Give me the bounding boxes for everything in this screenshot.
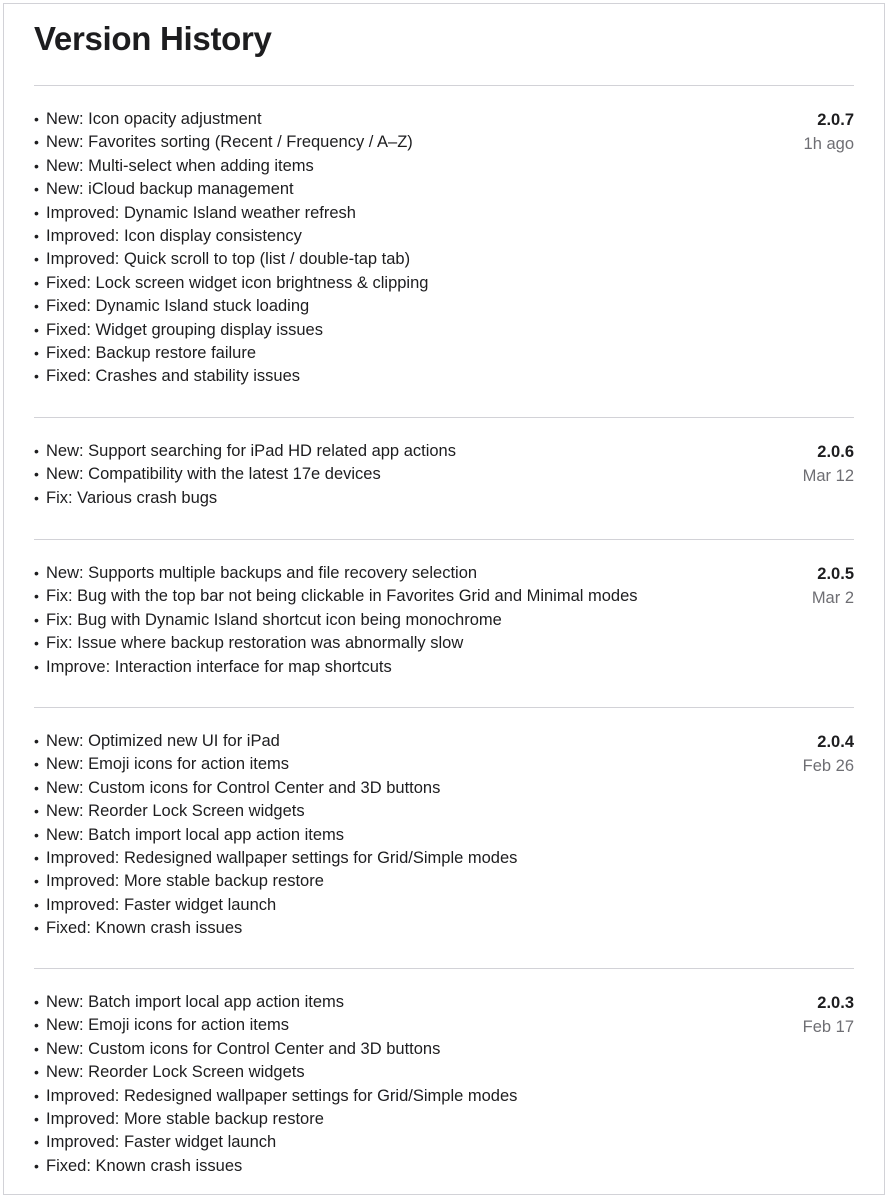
release-note: • New: Optimized new UI for iPad: [34, 730, 734, 753]
release-note: • New: Emoji icons for action items: [34, 753, 734, 776]
release-meta: [803, 441, 854, 489]
release-note: • Improved: More stable backup restore: [34, 870, 734, 893]
release-note: • Fix: Various crash bugs: [34, 487, 734, 510]
release-entry: [34, 417, 854, 539]
release-notes: [34, 108, 734, 389]
release-entry: [34, 968, 854, 1195]
bullet-icon: •: [34, 588, 39, 605]
release-date: Mar 2: [811, 589, 854, 607]
release-note: • Improved: Faster widget launch: [34, 894, 734, 917]
bullet-icon: •: [34, 565, 39, 581]
release-note: • New: Custom icons for Control Center and 3D buttons: [34, 777, 734, 800]
bullet-icon: •: [34, 920, 39, 937]
release-meta: [804, 109, 854, 157]
release-note: • Fix: Bug with the top bar not being clickable in Favorites Grid and Minimal modes: [34, 585, 734, 608]
release-note: • New: Favorites sorting (Recent / Frequency / A–Z): [34, 131, 734, 154]
release-entry: [34, 707, 854, 968]
release-meta: [803, 992, 854, 1040]
bullet-icon: •: [34, 466, 39, 483]
release-note: • Improve: Interaction interface for map shortcuts: [34, 656, 734, 679]
bullet-icon: •: [34, 274, 39, 291]
release-note: • New: Reorder Lock Screen widgets: [34, 800, 734, 823]
bullet-icon: •: [34, 1134, 39, 1151]
release-note: • Improved: Dynamic Island weather refresh: [34, 202, 734, 225]
release-meta: [803, 731, 854, 779]
version-number: 2.0.4: [817, 733, 854, 751]
release-note: • Improved: Redesigned wallpaper settings for Grid/Simple modes: [34, 847, 734, 870]
release-note: • Fixed: Widget grouping display issues: [34, 319, 734, 342]
release-note: • Fixed: Lock screen widget icon brightness & clipping: [34, 272, 734, 295]
version-number: 2.0.6: [817, 443, 854, 461]
bullet-icon: •: [34, 756, 39, 773]
release-note: • Fixed: Dynamic Island stuck loading: [34, 295, 734, 318]
bullet-icon: •: [34, 368, 39, 385]
release-note: • New: iCloud backup management: [34, 178, 734, 201]
release-note: • New: Emoji icons for action items: [34, 1014, 734, 1037]
release-notes: [34, 440, 734, 510]
bullet-icon: •: [34, 896, 39, 913]
release-note: • New: Batch import local app action items: [34, 824, 734, 847]
release-note: • New: Support searching for iPad HD related app actions: [34, 440, 734, 463]
release-note: • New: Custom icons for Control Center and 3D buttons: [34, 1038, 734, 1061]
release-note: • Fixed: Known crash issues: [34, 917, 734, 940]
bullet-icon: •: [34, 1087, 39, 1104]
release-list[interactable]: [34, 85, 854, 1195]
bullet-icon: •: [34, 251, 39, 268]
release-note: • Fixed: Known crash issues: [34, 1155, 734, 1178]
release-note: • New: Icon opacity adjustment: [34, 108, 734, 131]
release-note: • Fix: Issue where backup restoration was abnormally slow: [34, 632, 734, 655]
release-notes: [34, 991, 734, 1178]
bullet-icon: •: [34, 227, 39, 244]
bullet-icon: •: [34, 733, 39, 749]
bullet-icon: •: [34, 134, 39, 151]
version-number: 2.0.3: [817, 994, 854, 1012]
release-entry: [34, 539, 854, 707]
bullet-icon: •: [34, 826, 39, 843]
bullet-icon: •: [34, 321, 39, 338]
bullet-icon: •: [34, 443, 39, 459]
release-date: 1h ago: [803, 135, 854, 153]
bullet-icon: •: [34, 1157, 39, 1174]
release-note: • Improved: Quick scroll to top (list / double-tap tab): [34, 248, 734, 271]
bullet-icon: •: [34, 489, 39, 506]
version-number: 2.0.5: [817, 565, 854, 583]
release-notes: [34, 730, 734, 941]
bullet-icon: •: [34, 803, 39, 820]
bullet-icon: •: [34, 181, 39, 198]
release-date: Feb 17: [802, 1018, 854, 1036]
bullet-icon: •: [34, 1064, 39, 1081]
bullet-icon: •: [34, 344, 39, 361]
release-notes: [34, 562, 734, 679]
release-note: • New: Reorder Lock Screen widgets: [34, 1061, 734, 1084]
release-note: • Improved: Redesigned wallpaper settings for Grid/Simple modes: [34, 1085, 734, 1108]
release-entry: [34, 85, 854, 417]
bullet-icon: •: [34, 994, 39, 1010]
bullet-icon: •: [34, 611, 39, 628]
bullet-icon: •: [34, 298, 39, 315]
version-history-panel[interactable]: [3, 3, 885, 1195]
page-title: Version History: [34, 20, 272, 57]
bullet-icon: •: [34, 1017, 39, 1034]
release-note: • Fixed: Crashes and stability issues: [34, 365, 734, 388]
bullet-icon: •: [34, 779, 39, 796]
bullet-icon: •: [34, 873, 39, 890]
release-meta: [812, 563, 854, 611]
release-note: • New: Compatibility with the latest 17e devices: [34, 463, 734, 486]
release-date: Feb 26: [802, 757, 854, 775]
release-note: • Fixed: Backup restore failure: [34, 342, 734, 365]
release-note: • New: Supports multiple backups and file recovery selection: [34, 562, 734, 585]
bullet-icon: •: [34, 635, 39, 652]
bullet-icon: •: [34, 1110, 39, 1127]
release-note: • Fix: Bug with Dynamic Island shortcut icon being monochrome: [34, 609, 734, 632]
bullet-icon: •: [34, 1040, 39, 1057]
version-number: 2.0.7: [817, 111, 854, 129]
release-note: • Improved: Icon display consistency: [34, 225, 734, 248]
bullet-icon: •: [34, 658, 39, 675]
bullet-icon: •: [34, 204, 39, 221]
release-note: • Improved: Faster widget launch: [34, 1131, 734, 1154]
bullet-icon: •: [34, 111, 39, 127]
release-note: • New: Batch import local app action items: [34, 991, 734, 1014]
release-date: Mar 12: [802, 467, 854, 485]
bullet-icon: •: [34, 849, 39, 866]
release-note: • Improved: More stable backup restore: [34, 1108, 734, 1131]
release-note: • New: Multi-select when adding items: [34, 155, 734, 178]
bullet-icon: •: [34, 157, 39, 174]
